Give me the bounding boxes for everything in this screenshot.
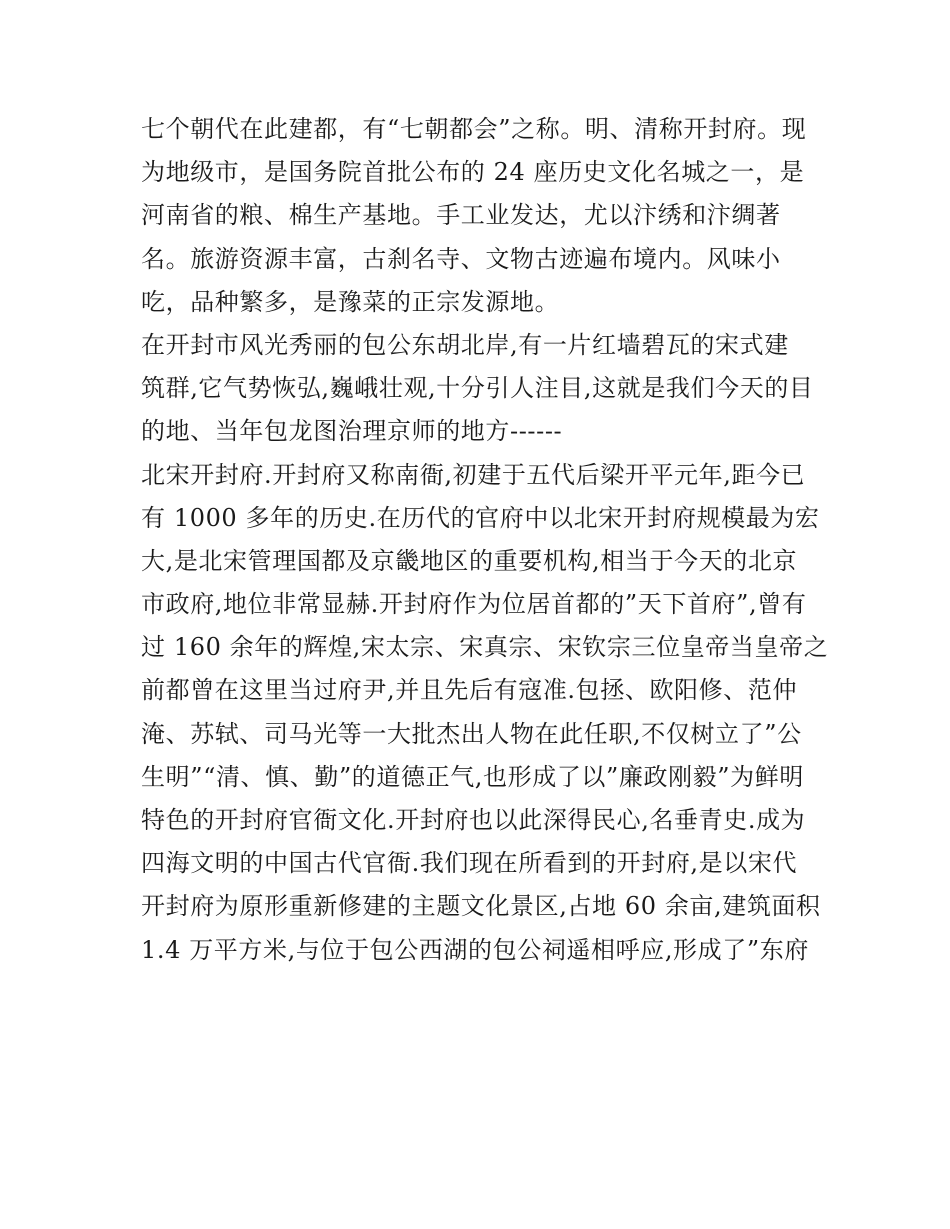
- text-line: 过 160 余年的辉煌,宋太宗、宋真宗、宋钦宗三位皇帝当皇帝之: [141, 633, 829, 662]
- text-line: 七个朝代在此建都，有“七朝都会”之称。明、清称开封府。现: [141, 115, 807, 143]
- text-line: 1.4 万平方米,与位于包公西湖的包公祠遥相呼应,形成了”东府: [141, 935, 809, 964]
- text-line: 大,是北宋管理国都及京畿地区的重要机构,相当于今天的北京: [141, 546, 798, 575]
- text-line: 筑群,它气势恢弘,巍峨壮观,十分引人注目,这就是我们今天的目: [141, 374, 814, 403]
- text-line: 的地、当年包龙图治理京师的地方------: [141, 417, 563, 446]
- text-line: 开封府为原形重新修建的主题文化景区,占地 60 余亩,建筑面积: [141, 892, 821, 921]
- text-line: 四海文明的中国古代官衙.我们现在所看到的开封府,是以宋代: [141, 849, 798, 878]
- text-line: 淹、苏轼、司马光等一大批杰出人物在此任职,不仅树立了”公: [141, 719, 802, 748]
- text-line: 北宋开封府.开封府又称南衙,初建于五代后梁开平元年,距今已: [141, 460, 806, 489]
- text-line: 吃，品种繁多，是豫菜的正宗发源地。: [141, 287, 560, 316]
- text-line: 名。旅游资源丰富，古刹名寺、文物古迹遍布境内。风味小: [141, 244, 781, 273]
- text-line: 河南省的粮、棉生产基地。手工业发达，尤以汴绣和汴绸著: [141, 201, 781, 230]
- body-text: [141, 108, 829, 972]
- text-line: 为地级市，是国务院首批公布的 24 座历史文化名城之一，是: [141, 158, 805, 187]
- text-line: 有 1000 多年的历史.在历代的官府中以北宋开封府规模最为宏: [141, 503, 820, 532]
- text-line: 前都曾在这里当过府尹,并且先后有寇准.包拯、欧阳修、范仲: [141, 676, 798, 705]
- text-line: 生明”“清、慎、勤”的道德正气,也形成了以”廉政刚毅”为鲜明: [141, 762, 804, 791]
- text-line: 特色的开封府官衙文化.开封府也以此深得民心,名垂青史.成为: [141, 806, 806, 834]
- text-line: 市政府,地位非常显赫.开封府作为位居首都的”天下首府”,曾有: [141, 590, 807, 619]
- text-line: 在开封市风光秀丽的包公东胡北岸,有一片红墙碧瓦的宋式建: [141, 330, 789, 359]
